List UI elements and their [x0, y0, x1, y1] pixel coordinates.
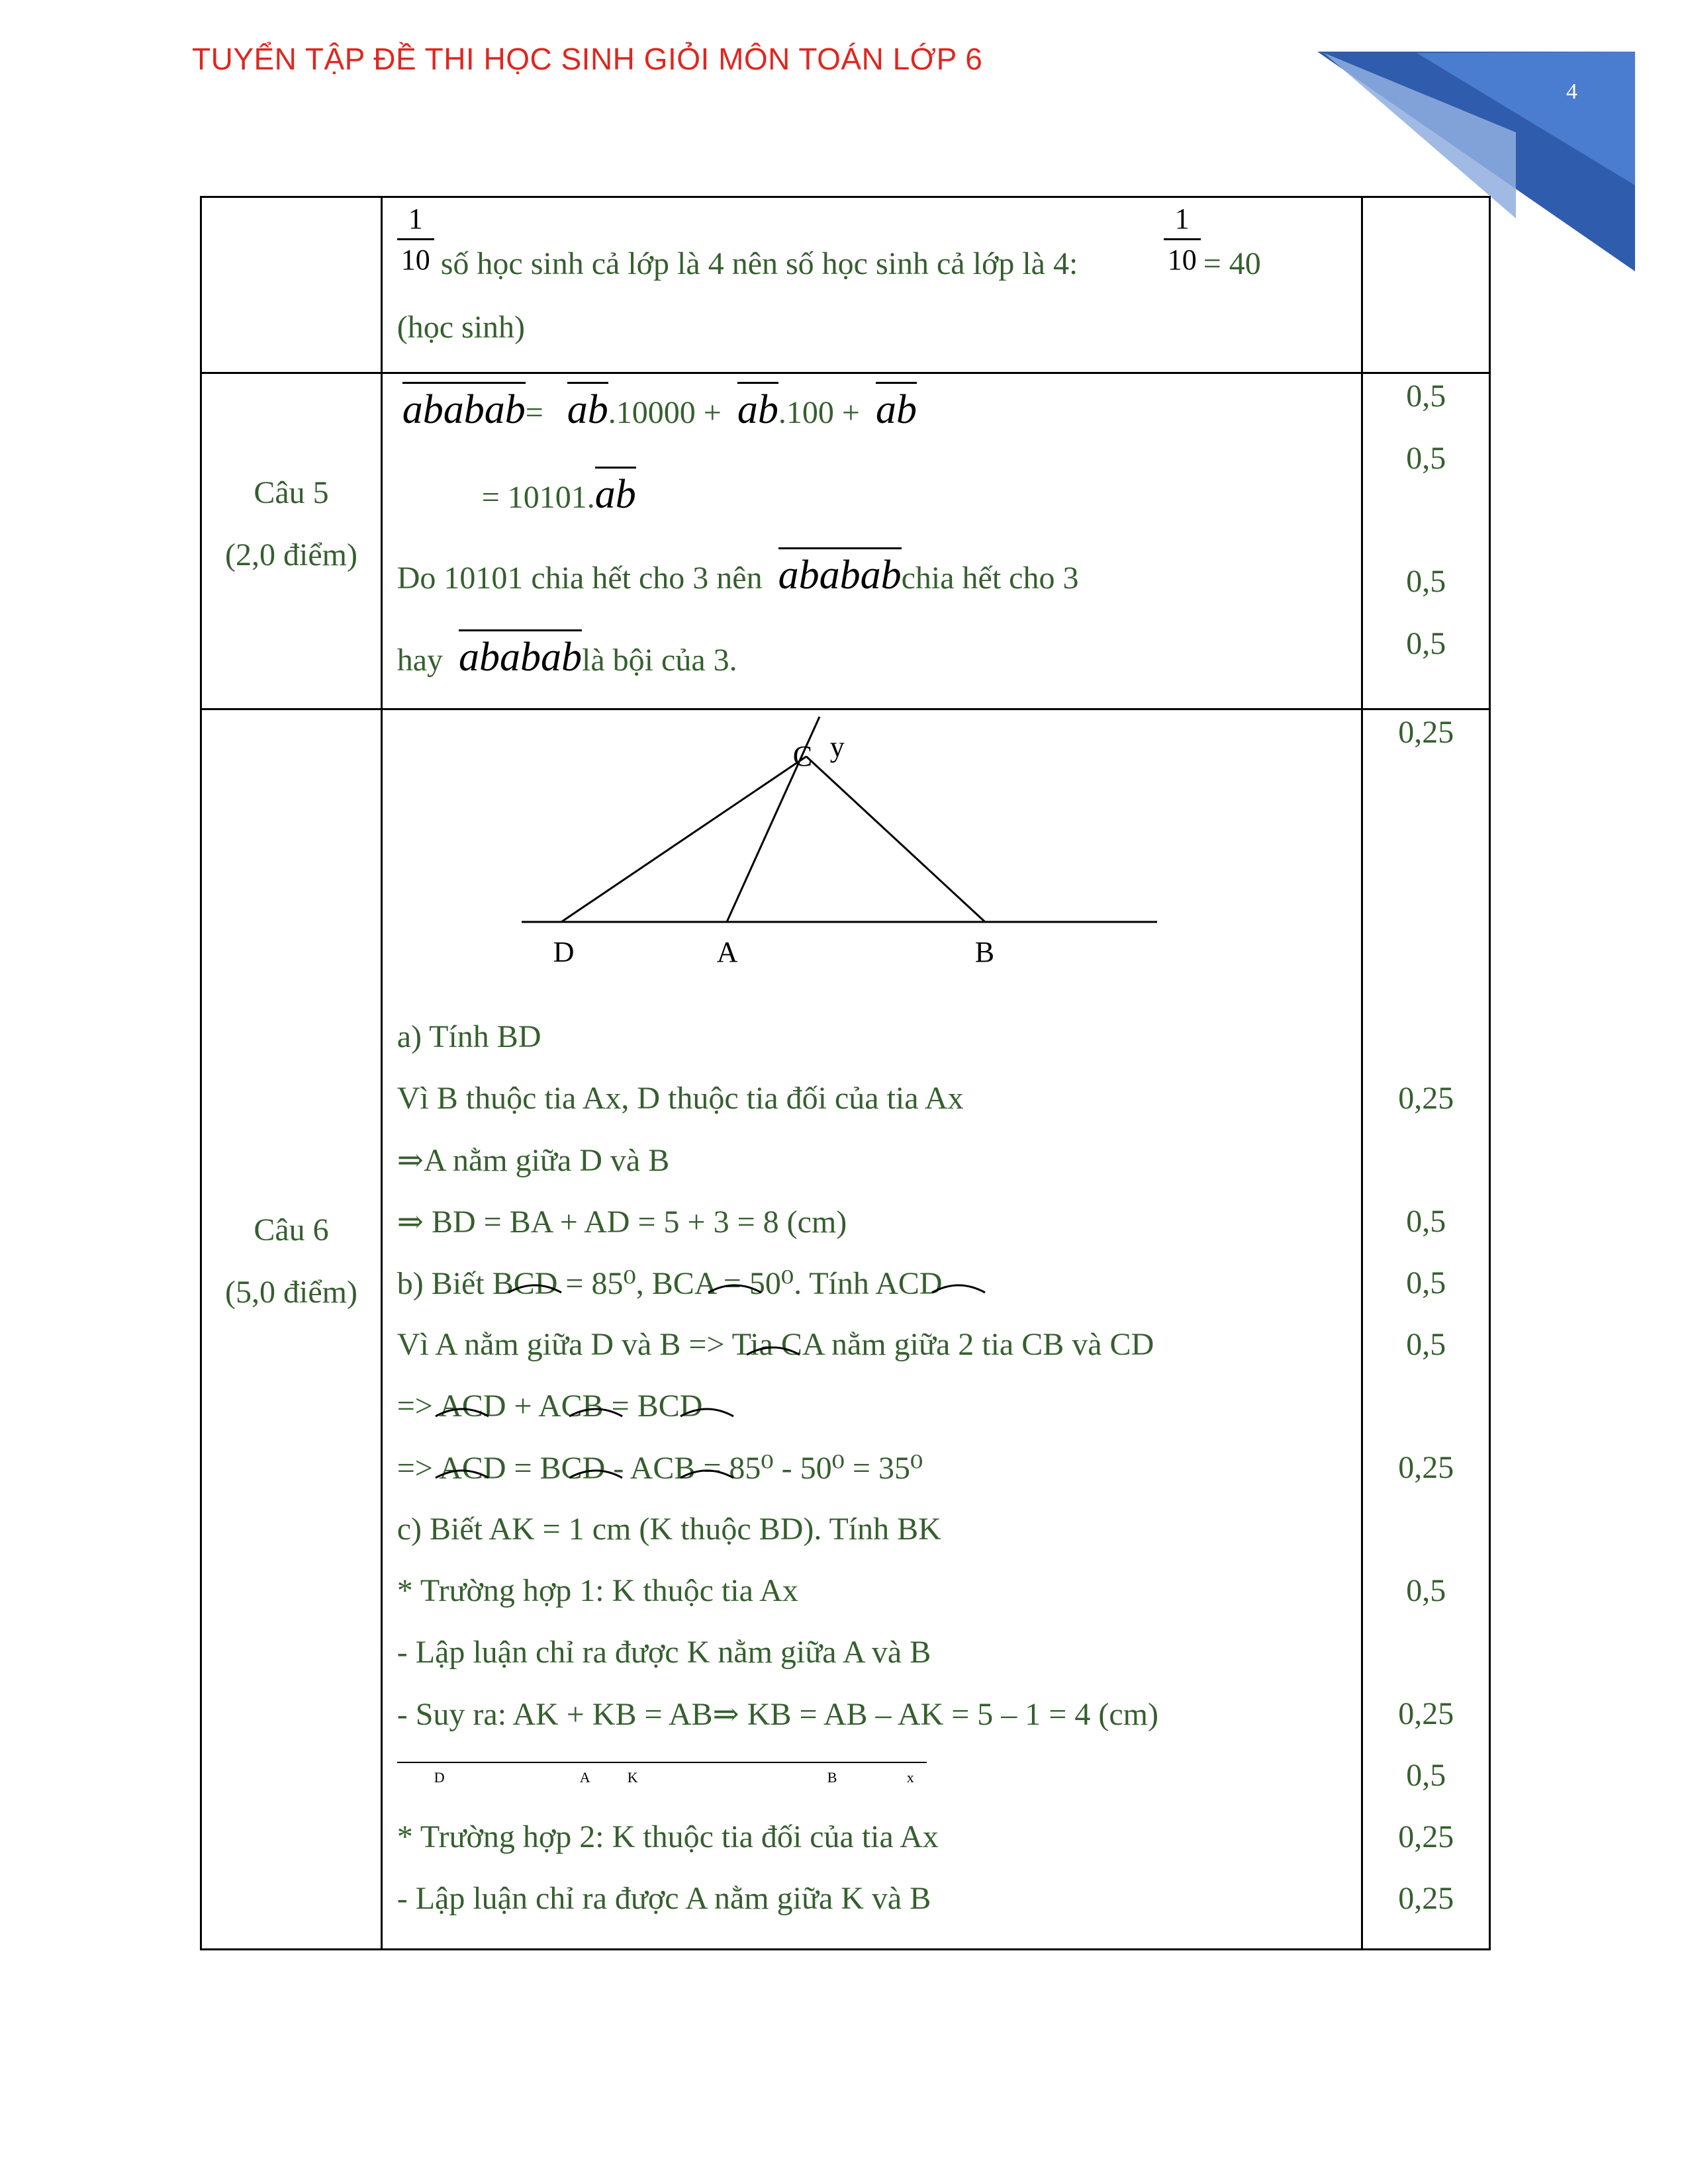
row1-text-c: (học sinh): [397, 310, 526, 345]
multiple-line: hay ababablà bội của 3.: [397, 629, 737, 681]
question-6-label: Câu 6: [254, 1212, 329, 1248]
question-5-label: Câu 5: [254, 475, 329, 510]
point-A-label: A: [716, 936, 738, 968]
case1-number-line: [397, 1756, 940, 1769]
row1-label-cell: [201, 197, 382, 373]
score: 0,5: [1406, 379, 1446, 414]
fraction-1-10: 1 10: [397, 202, 434, 277]
solution-line: c) Biết AK = 1 cm (K thuộc BD). Tính BK: [397, 1512, 941, 1547]
score: 0,5: [1406, 1204, 1446, 1239]
score: 0,25: [1398, 715, 1454, 750]
expansion-line: ababab= ab.10000 + ab.100 + ab: [402, 382, 917, 433]
solution-line: a) Tính BD: [397, 1019, 541, 1054]
row1-score-cell: [1362, 197, 1490, 373]
score: 0,5: [1406, 564, 1446, 599]
mini-K-label: K: [627, 1769, 638, 1786]
score: 0,5: [1406, 1327, 1446, 1362]
solution-line: => ACD + ACB = BCD: [397, 1388, 703, 1424]
score: 0,5: [1406, 441, 1446, 476]
solution-line: * Trường hợp 2: K thuộc tia đối của tia Ax: [397, 1819, 939, 1854]
answer-table: [200, 196, 1491, 1950]
row2-content-cell: [381, 373, 1362, 709]
row1-text-a: số học sinh cả lớp là 4 nên số học sinh cả lớp là 4:: [440, 246, 1078, 281]
row1-text-b: = 40: [1203, 246, 1261, 281]
solution-line: ⇒A nằm giữa D và B: [397, 1143, 670, 1178]
page-number: 4: [1566, 79, 1577, 104]
row2-score-cell: [1362, 373, 1490, 709]
point-B-label: B: [974, 936, 995, 968]
factor-line: = 10101.ab: [482, 467, 636, 518]
solution-line: - Suy ra: AK + KB = AB⇒ KB = AB – AK = 5 – 1 = 4 (cm): [397, 1697, 1158, 1732]
mini-D-label: D: [434, 1769, 445, 1786]
score: 0,5: [1406, 1573, 1446, 1608]
mini-x-label: x: [906, 1769, 914, 1786]
row2-label-cell: [201, 373, 382, 709]
question-5-points: (2,0 điểm): [225, 537, 357, 572]
solution-line: ⇒ BD = BA + AD = 5 + 3 = 8 (cm): [397, 1205, 847, 1240]
document-header-title: TUYỂN TẬP ĐỀ THI HỌC SINH GIỎI MÔN TOÁN LỚP 6: [192, 42, 983, 76]
row3-content-cell: [381, 709, 1362, 1950]
mini-B-label: B: [827, 1769, 837, 1786]
row3-score-cell: [1362, 709, 1490, 1950]
solution-line: Vì B thuộc tia Ax, D thuộc tia đối của tia Ax: [397, 1081, 964, 1116]
score: 0,25: [1398, 1450, 1454, 1485]
solution-line: => ACD = BCD - ACB = 85⁰ - 50⁰ = 35⁰: [397, 1451, 923, 1486]
score: 0,25: [1398, 1819, 1454, 1854]
fraction-1-10-b: 1 10: [1164, 202, 1201, 277]
point-D-label: D: [553, 936, 575, 968]
score: 0,25: [1398, 1696, 1454, 1731]
row3-label-cell: [201, 709, 382, 1950]
row1-content-cell: [381, 197, 1362, 373]
angle-arcs: [383, 710, 1362, 1504]
solution-line: - Lập luận chỉ ra được K nằm giữa A và B: [397, 1635, 931, 1670]
solution-line: - Lập luận chỉ ra được A nằm giữa K và B: [397, 1881, 931, 1916]
mini-A-label: A: [579, 1769, 590, 1786]
question-6-points: (5,0 điểm): [225, 1275, 357, 1310]
divisible-line: Do 10101 chia hết cho 3 nên abababchia hết cho 3: [397, 547, 1079, 599]
score: 0,5: [1406, 1758, 1446, 1793]
ray-y-label: y: [829, 731, 845, 763]
score: 0,25: [1398, 1081, 1454, 1116]
score: 0,5: [1406, 626, 1446, 661]
score: 0,5: [1406, 1265, 1446, 1300]
point-C-label: C: [792, 740, 813, 772]
solution-line: b) Biết BCD = 85⁰, BCA = 50⁰. Tính ACD: [397, 1266, 943, 1301]
score: 0,25: [1398, 1881, 1454, 1916]
solution-line: Vì A nằm giữa D và B => Tia CA nằm giữa 2 tia CB và CD: [397, 1327, 1154, 1362]
solution-line: * Trường hợp 1: K thuộc tia Ax: [397, 1573, 798, 1608]
